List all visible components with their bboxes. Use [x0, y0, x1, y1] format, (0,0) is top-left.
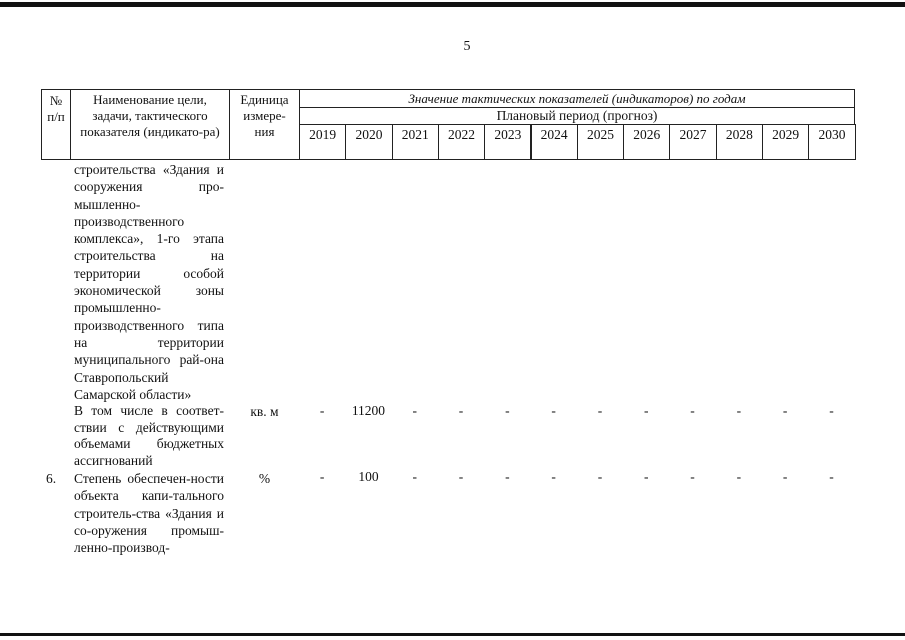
- header-period-text: Плановый период (прогноз): [496, 108, 658, 123]
- row-2-value-2024: -: [551, 403, 556, 418]
- header-values-title: [299, 89, 855, 108]
- header-name: [70, 89, 230, 160]
- row-2-name: В том числе в соответ-ствии с действующими объемами бюджетных ассигнований: [74, 403, 224, 468]
- bottom-border-line: [0, 633, 905, 636]
- row-2-value-2021: -: [412, 403, 417, 418]
- top-border-line: [0, 2, 905, 7]
- row-2-value-2019: -: [319, 403, 325, 418]
- row-3-value-2021: -: [412, 469, 417, 484]
- row-3-value-2027: -: [690, 469, 695, 484]
- row-3-value-2029: -: [782, 469, 788, 484]
- year-header-2029: 2029: [762, 124, 809, 160]
- year-header-2025: 2025: [577, 124, 624, 160]
- row-3-value-2022: -: [458, 469, 464, 484]
- row-3-value-2028: -: [736, 469, 742, 484]
- year-header-2019: 2019: [299, 124, 346, 160]
- header-name-text: Наименование цели, задачи, тактического показателя (индикато-ра): [80, 92, 220, 139]
- year-header-2022: 2022: [438, 124, 485, 160]
- row-3-value-2023: -: [505, 469, 510, 484]
- row-2-value-2028: -: [736, 403, 742, 418]
- row-2-unit: кв. м: [250, 404, 279, 419]
- year-header-2028: 2028: [716, 124, 763, 160]
- year-header-2024: 2024: [531, 124, 578, 160]
- row-3-value-2019: -: [319, 469, 325, 484]
- row-2-value-2030: -: [829, 403, 834, 418]
- row-3-value-2024: -: [551, 469, 556, 484]
- header-values-title-text: Значение тактических показателей (индикаторов) по годам: [408, 91, 746, 106]
- row-3-value-2030: -: [829, 469, 834, 484]
- year-header-2023: 2023: [484, 124, 531, 160]
- row-3-value-2025: -: [597, 469, 603, 484]
- header-unit-text: Единица измере-ния: [240, 92, 289, 139]
- header-period: [299, 107, 855, 125]
- header-num-text: № п/п: [47, 93, 65, 124]
- header-unit: [229, 89, 300, 160]
- row-2-value-2026: -: [643, 403, 649, 418]
- row-2-value-2029: -: [782, 403, 788, 418]
- row-3-value-2020: 100: [358, 469, 379, 484]
- year-header-2021: 2021: [392, 124, 439, 160]
- row-2-value-2027: -: [690, 403, 695, 418]
- year-header-2027: 2027: [669, 124, 716, 160]
- year-header-2020: 2020: [345, 124, 392, 160]
- row-3-num: 6.: [46, 471, 57, 486]
- header-num: [41, 89, 71, 160]
- row-2-value-2025: -: [597, 403, 603, 418]
- row-3-unit: %: [258, 471, 271, 486]
- year-header-2030: 2030: [808, 124, 855, 160]
- year-header-2026: 2026: [623, 124, 670, 160]
- row-1-name: строительства «Здания и сооружения про-мышленно-производственного комплекса», 1-го этапа строительства на территории особой экономической зоны промышленно-производственного типа на территории муниципального рай-она Ставропольский Самарской области»: [74, 162, 224, 402]
- row-2-value-2023: -: [505, 403, 510, 418]
- row-3-name: Степень обеспечен-ности объекта капи-тального строитель-ства «Здания и со-оружения промыш-ленно-производ-: [74, 471, 224, 556]
- row-3-value-2026: -: [643, 469, 649, 484]
- row-2-value-2020: 11200: [351, 403, 386, 418]
- page-number: 5: [463, 39, 471, 54]
- row-2-value-2022: -: [458, 403, 464, 418]
